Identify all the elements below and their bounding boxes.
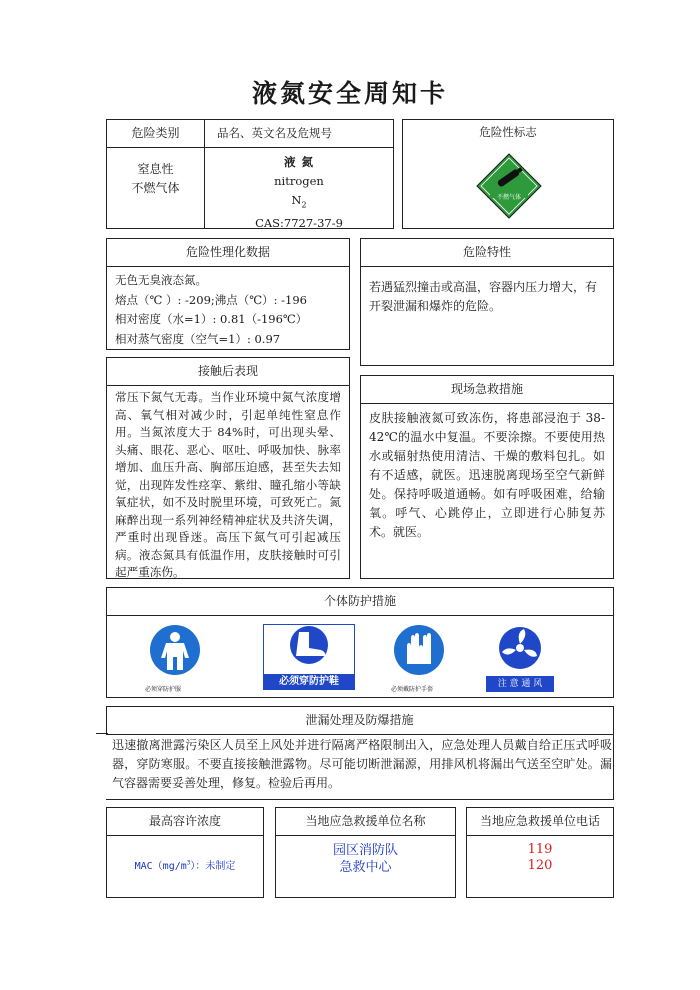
leak-header: 泄漏处理及防爆措施	[106, 707, 613, 735]
rescue-unit-box	[275, 807, 456, 898]
hazard-category-line: 窒息性	[137, 162, 174, 176]
physchem-header: 危险性理化数据	[107, 239, 349, 267]
ppe-header: 个体防护措施	[107, 588, 613, 616]
ppe-caption: 必须穿防护鞋	[263, 674, 355, 690]
physchem-line: 熔点（℃ ）: -209;沸点（℃）: -196	[115, 292, 307, 307]
physchem-line: 相对蒸气密度（空气=1）: 0.97	[115, 331, 281, 346]
hazard-category-header: 危险类别	[107, 120, 204, 148]
hazard-sign-label: 不燃气体	[496, 194, 521, 201]
protective-gloves-icon	[393, 624, 445, 676]
exposure-limit-header: 最高容许浓度	[107, 808, 263, 836]
rescue-unit-header: 当地应急救援单位名称	[276, 808, 455, 836]
exposure-box	[106, 357, 350, 579]
hazard-props-text: 若遇猛烈撞击或高温，容器内压力增大，有开裂泄漏和爆炸的危险。	[369, 280, 598, 313]
protective-clothing-icon	[149, 624, 201, 676]
protective-shoes-sign	[263, 624, 355, 676]
physchem-line: 无色无臭液态氮。	[115, 273, 207, 287]
product-formula: $N_2$	[291, 193, 307, 210]
product-en-name: nitrogen	[274, 174, 324, 188]
ventilation-sign	[486, 624, 554, 692]
exposure-text: 常压下氮气无毒。当作业环境中氮气浓度增高、氧气相对减少时，引起单纯性窒息作用。当氮浓度大于 84%时，可出现头晕、头痛、眼花、恶心、呕吐、呼吸加快、脉率增加、血压升高、胸部压迫感，甚至失去知觉，出现阵发性痉挛、紫绀、瞳孔缩小等缺氧症状，如不及时脱里环境，可致死亡。氮麻醉出现一系列神经精神症状及共济失调，严重时出现昏迷。高压下氮气可引起减压病。液态氮具有低温作用，皮肤接触时可引起严重冻伤。	[115, 390, 341, 579]
hazard-sign-header: 危险性标志	[479, 125, 537, 139]
hazard-props-header: 危险特性	[361, 239, 613, 267]
first-aid-text: 皮肤接触液氮可致冻伤，将患部浸泡于 38-42℃的温水中复温。不要涂擦。不要使用热水或辐射热使用清洁、干燥的敷料包扎。如有不适感，就医。迅速脱离现场至空气新鲜处。保持呼吸道通畅。如有呼吸困难，给输氧。呼气、心跳停止，立即进行心肺复苏术。就医。	[369, 411, 605, 539]
ppe-caption: 必须穿防护服	[145, 686, 182, 693]
leak-text: 迅速撤离泄露污染区人员至上风处并进行隔离严格限制出入，应急处理人员戴自给正压式呼吸器，穿防寒服。不要直接接触泄露物。尽可能切断泄漏源，用排风机将漏出气送至空旷处。漏气容器需要妥善处理，修复。检验后再用。	[112, 738, 612, 790]
product-header: 品名、英文名及危规号	[205, 120, 393, 148]
rescue-phone-header: 当地应急救援单位电话	[467, 808, 613, 836]
protective-shoes-icon	[263, 624, 355, 676]
exposure-limit-box	[106, 807, 264, 898]
product-cn-name: 液 氮	[283, 155, 314, 169]
ppe-caption: 注 意 通 风	[486, 676, 554, 692]
exposure-header: 接触后表现	[107, 358, 349, 386]
hazard-sign-box	[402, 119, 614, 229]
product-box	[204, 119, 394, 229]
first-aid-box	[360, 375, 614, 579]
ppe-box	[106, 587, 614, 698]
rescue-unit-name: 园区消防队	[332, 843, 398, 858]
leak-divider-stub	[96, 733, 108, 734]
hazard-category-line: 不燃气体	[131, 181, 180, 195]
physchem-line: 相对密度（水=1）: 0.81（-196℃）	[115, 312, 308, 326]
non-flammable-gas-diamond-icon	[476, 153, 542, 219]
rescue-phone-number: 119	[527, 842, 553, 857]
leak-box-left-edge	[106, 706, 107, 734]
rescue-phone-box	[466, 807, 614, 898]
product-cas: CAS:7727-37-9	[255, 216, 343, 231]
first-aid-header: 现场急救措施	[361, 376, 613, 404]
rescue-phone-number: 120	[527, 858, 553, 873]
rescue-unit-name: 急救中心	[339, 860, 392, 875]
exposure-limit-value: $MAC(mg/m^3)$：未制定	[134, 859, 236, 872]
hazard-category-box	[106, 119, 205, 229]
hazard-props-box	[360, 238, 614, 366]
page-title: 液氮安全周知卡	[251, 79, 448, 108]
physchem-box	[106, 238, 350, 350]
ppe-caption: 必须戴防护手套	[391, 686, 434, 693]
ventilation-fan-icon	[486, 624, 554, 676]
